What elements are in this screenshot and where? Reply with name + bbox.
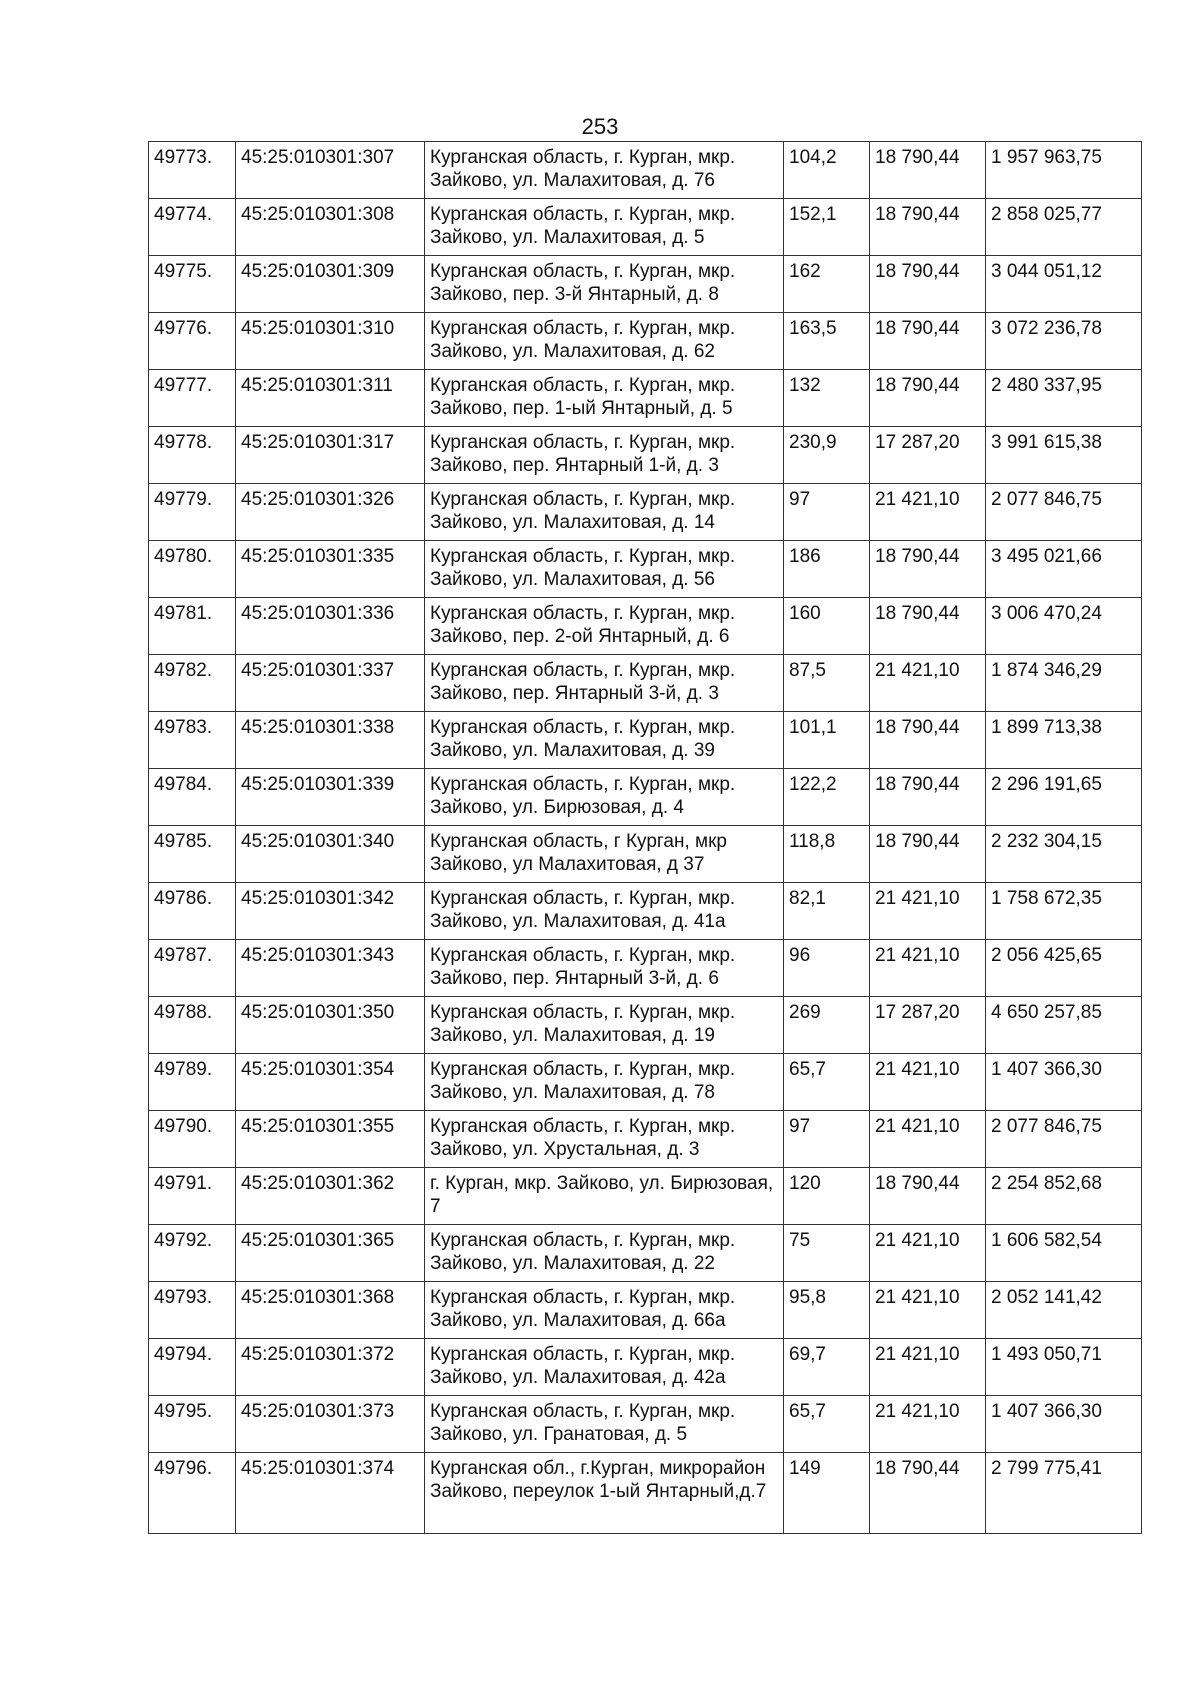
address-cell: Курганская область, г. Курган, мкр. Зайково, ул. Малахитовая, д. 22	[425, 1225, 784, 1282]
cadastral-value-cell: 2 232 304,15	[986, 826, 1142, 883]
address-cell: Курганская область, г. Курган, мкр. Зайково, ул. Малахитовая, д. 56	[425, 541, 784, 598]
cadastral-number-cell: 45:25:010301:372	[236, 1339, 425, 1396]
address-cell: Курганская область, г. Курган, мкр. Зайково, ул. Малахитовая, д. 39	[425, 712, 784, 769]
cadastral-value-cell: 3 495 021,66	[986, 541, 1142, 598]
area-cell: 101,1	[784, 712, 870, 769]
row-number-cell: 49795.	[149, 1396, 236, 1453]
table-row	[149, 598, 1142, 655]
address-cell: Курганская область, г. Курган, мкр. Зайково, ул. Малахитовая, д. 14	[425, 484, 784, 541]
specific-value-cell: 18 790,44	[870, 199, 986, 256]
row-number-cell: 49775.	[149, 256, 236, 313]
row-number-cell: 49791.	[149, 1168, 236, 1225]
cadastral-number-cell: 45:25:010301:374	[236, 1453, 425, 1534]
cadastral-number-cell: 45:25:010301:326	[236, 484, 425, 541]
table-row	[149, 1225, 1142, 1282]
area-cell: 82,1	[784, 883, 870, 940]
cadastral-value-cell: 3 991 615,38	[986, 427, 1142, 484]
row-number-cell: 49774.	[149, 199, 236, 256]
row-number-cell: 49788.	[149, 997, 236, 1054]
area-cell: 160	[784, 598, 870, 655]
specific-value-cell: 17 287,20	[870, 427, 986, 484]
cadastral-value-cell: 1 407 366,30	[986, 1396, 1142, 1453]
table-row	[149, 655, 1142, 712]
area-cell: 186	[784, 541, 870, 598]
specific-value-cell: 21 421,10	[870, 883, 986, 940]
specific-value-cell: 21 421,10	[870, 1111, 986, 1168]
row-number-cell: 49796.	[149, 1453, 236, 1534]
specific-value-cell: 21 421,10	[870, 1282, 986, 1339]
specific-value-cell: 18 790,44	[870, 541, 986, 598]
cadastral-value-cell: 2 799 775,41	[986, 1453, 1142, 1534]
row-number-cell: 49785.	[149, 826, 236, 883]
area-cell: 97	[784, 484, 870, 541]
row-number-cell: 49781.	[149, 598, 236, 655]
table-row	[149, 769, 1142, 826]
cadastral-number-cell: 45:25:010301:309	[236, 256, 425, 313]
specific-value-cell: 18 790,44	[870, 826, 986, 883]
specific-value-cell: 18 790,44	[870, 1453, 986, 1534]
cadastral-number-cell: 45:25:010301:317	[236, 427, 425, 484]
address-cell: Курганская область, г Курган, мкр Зайково, ул Малахитовая, д 37	[425, 826, 784, 883]
specific-value-cell: 21 421,10	[870, 1225, 986, 1282]
cadastral-number-cell: 45:25:010301:336	[236, 598, 425, 655]
cadastral-value-cell: 1 606 582,54	[986, 1225, 1142, 1282]
table-row	[149, 997, 1142, 1054]
area-cell: 97	[784, 1111, 870, 1168]
area-cell: 65,7	[784, 1396, 870, 1453]
table-row	[149, 1111, 1142, 1168]
address-cell: Курганская область, г. Курган, мкр. Зайково, ул. Хрустальная, д. 3	[425, 1111, 784, 1168]
table-row	[149, 1054, 1142, 1111]
table-row	[149, 1396, 1142, 1453]
address-cell: Курганская область, г. Курган, мкр. Зайково, ул. Малахитовая, д. 78	[425, 1054, 784, 1111]
specific-value-cell: 17 287,20	[870, 997, 986, 1054]
table-row	[149, 484, 1142, 541]
address-cell: Курганская область, г. Курган, мкр. Зайково, ул. Малахитовая, д. 41а	[425, 883, 784, 940]
cadastral-value-table	[148, 141, 1142, 1534]
cadastral-number-cell: 45:25:010301:343	[236, 940, 425, 997]
row-number-cell: 49792.	[149, 1225, 236, 1282]
address-cell: Курганская область, г. Курган, мкр. Зайково, ул. Малахитовая, д. 66а	[425, 1282, 784, 1339]
area-cell: 96	[784, 940, 870, 997]
row-number-cell: 49776.	[149, 313, 236, 370]
cadastral-number-cell: 45:25:010301:338	[236, 712, 425, 769]
specific-value-cell: 21 421,10	[870, 940, 986, 997]
cadastral-number-cell: 45:25:010301:308	[236, 199, 425, 256]
table-row	[149, 1453, 1142, 1534]
address-cell: Курганская область, г. Курган, мкр. Зайково, пер. 3-й Янтарный, д. 8	[425, 256, 784, 313]
cadastral-number-cell: 45:25:010301:362	[236, 1168, 425, 1225]
table-row	[149, 883, 1142, 940]
address-cell: Курганская область, г. Курган, мкр. Зайково, пер. Янтарный 3-й, д. 3	[425, 655, 784, 712]
cadastral-value-cell: 2 858 025,77	[986, 199, 1142, 256]
cadastral-value-cell: 2 077 846,75	[986, 1111, 1142, 1168]
cadastral-number-cell: 45:25:010301:342	[236, 883, 425, 940]
table-body	[149, 142, 1142, 1534]
cadastral-number-cell: 45:25:010301:335	[236, 541, 425, 598]
cadastral-number-cell: 45:25:010301:365	[236, 1225, 425, 1282]
specific-value-cell: 21 421,10	[870, 1396, 986, 1453]
area-cell: 132	[784, 370, 870, 427]
address-cell: Курганская область, г. Курган, мкр. Зайково, ул. Гранатовая, д. 5	[425, 1396, 784, 1453]
address-cell: Курганская область, г. Курган, мкр. Зайково, ул. Малахитовая, д. 76	[425, 142, 784, 199]
row-number-cell: 49794.	[149, 1339, 236, 1396]
specific-value-cell: 18 790,44	[870, 769, 986, 826]
specific-value-cell: 18 790,44	[870, 142, 986, 199]
cadastral-value-cell: 2 254 852,68	[986, 1168, 1142, 1225]
table-row	[149, 1282, 1142, 1339]
area-cell: 87,5	[784, 655, 870, 712]
cadastral-value-cell: 1 874 346,29	[986, 655, 1142, 712]
specific-value-cell: 18 790,44	[870, 313, 986, 370]
table-row	[149, 370, 1142, 427]
specific-value-cell: 21 421,10	[870, 484, 986, 541]
address-cell: Курганская обл., г.Курган, микрорайон Зайково, переулок 1-ый Янтарный,д.7	[425, 1453, 784, 1534]
cadastral-value-cell: 3 072 236,78	[986, 313, 1142, 370]
row-number-cell: 49787.	[149, 940, 236, 997]
row-number-cell: 49793.	[149, 1282, 236, 1339]
address-cell: Курганская область, г. Курган, мкр. Зайково, пер. Янтарный 3-й, д. 6	[425, 940, 784, 997]
cadastral-value-cell: 1 957 963,75	[986, 142, 1142, 199]
specific-value-cell: 18 790,44	[870, 256, 986, 313]
address-cell: Курганская область, г. Курган, мкр. Зайково, ул. Бирюзовая, д. 4	[425, 769, 784, 826]
address-cell: Курганская область, г. Курган, мкр. Зайково, ул. Малахитовая, д. 5	[425, 199, 784, 256]
row-number-cell: 49786.	[149, 883, 236, 940]
specific-value-cell: 18 790,44	[870, 598, 986, 655]
area-cell: 75	[784, 1225, 870, 1282]
page-number: 253	[581, 114, 619, 139]
cadastral-number-cell: 45:25:010301:307	[236, 142, 425, 199]
table-row	[149, 1339, 1142, 1396]
address-cell: Курганская область, г. Курган, мкр. Зайково, пер. 1-ый Янтарный, д. 5	[425, 370, 784, 427]
cadastral-number-cell: 45:25:010301:350	[236, 997, 425, 1054]
row-number-cell: 49777.	[149, 370, 236, 427]
cadastral-number-cell: 45:25:010301:354	[236, 1054, 425, 1111]
address-cell: Курганская область, г. Курган, мкр. Зайково, ул. Малахитовая, д. 42а	[425, 1339, 784, 1396]
table-row	[149, 712, 1142, 769]
row-number-cell: 49789.	[149, 1054, 236, 1111]
table-row	[149, 142, 1142, 199]
row-number-cell: 49784.	[149, 769, 236, 826]
address-cell: Курганская область, г. Курган, мкр. Зайково, ул. Малахитовая, д. 19	[425, 997, 784, 1054]
table-row	[149, 256, 1142, 313]
cadastral-number-cell: 45:25:010301:339	[236, 769, 425, 826]
specific-value-cell: 18 790,44	[870, 370, 986, 427]
cadastral-value-cell: 2 056 425,65	[986, 940, 1142, 997]
table-row	[149, 826, 1142, 883]
table-row	[149, 427, 1142, 484]
area-cell: 122,2	[784, 769, 870, 826]
cadastral-value-cell: 3 044 051,12	[986, 256, 1142, 313]
table-row	[149, 1168, 1142, 1225]
area-cell: 69,7	[784, 1339, 870, 1396]
area-cell: 120	[784, 1168, 870, 1225]
cadastral-number-cell: 45:25:010301:340	[236, 826, 425, 883]
area-cell: 152,1	[784, 199, 870, 256]
area-cell: 162	[784, 256, 870, 313]
cadastral-value-cell: 4 650 257,85	[986, 997, 1142, 1054]
cadastral-value-cell: 2 480 337,95	[986, 370, 1142, 427]
row-number-cell: 49790.	[149, 1111, 236, 1168]
row-number-cell: 49773.	[149, 142, 236, 199]
cadastral-value-cell: 1 899 713,38	[986, 712, 1142, 769]
cadastral-value-cell: 3 006 470,24	[986, 598, 1142, 655]
row-number-cell: 49782.	[149, 655, 236, 712]
cadastral-number-cell: 45:25:010301:373	[236, 1396, 425, 1453]
area-cell: 163,5	[784, 313, 870, 370]
cadastral-value-cell: 2 077 846,75	[986, 484, 1142, 541]
cadastral-value-cell: 1 407 366,30	[986, 1054, 1142, 1111]
cadastral-value-cell: 1 493 050,71	[986, 1339, 1142, 1396]
cadastral-value-cell: 1 758 672,35	[986, 883, 1142, 940]
cadastral-number-cell: 45:25:010301:310	[236, 313, 425, 370]
address-cell: Курганская область, г. Курган, мкр. Зайково, ул. Малахитовая, д. 62	[425, 313, 784, 370]
address-cell: Курганская область, г. Курган, мкр. Зайково, пер. Янтарный 1-й, д. 3	[425, 427, 784, 484]
cadastral-value-cell: 2 296 191,65	[986, 769, 1142, 826]
table-row	[149, 199, 1142, 256]
specific-value-cell: 21 421,10	[870, 1339, 986, 1396]
area-cell: 65,7	[784, 1054, 870, 1111]
specific-value-cell: 18 790,44	[870, 712, 986, 769]
cadastral-number-cell: 45:25:010301:368	[236, 1282, 425, 1339]
cadastral-number-cell: 45:25:010301:337	[236, 655, 425, 712]
table-row	[149, 541, 1142, 598]
row-number-cell: 49778.	[149, 427, 236, 484]
area-cell: 269	[784, 997, 870, 1054]
table-row	[149, 313, 1142, 370]
row-number-cell: 49779.	[149, 484, 236, 541]
specific-value-cell: 18 790,44	[870, 1168, 986, 1225]
area-cell: 118,8	[784, 826, 870, 883]
row-number-cell: 49780.	[149, 541, 236, 598]
specific-value-cell: 21 421,10	[870, 1054, 986, 1111]
row-number-cell: 49783.	[149, 712, 236, 769]
specific-value-cell: 21 421,10	[870, 655, 986, 712]
area-cell: 149	[784, 1453, 870, 1534]
table-row	[149, 940, 1142, 997]
cadastral-value-cell: 2 052 141,42	[986, 1282, 1142, 1339]
area-cell: 95,8	[784, 1282, 870, 1339]
address-cell: г. Курган, мкр. Зайково, ул. Бирюзовая, 7	[425, 1168, 784, 1225]
area-cell: 104,2	[784, 142, 870, 199]
area-cell: 230,9	[784, 427, 870, 484]
cadastral-number-cell: 45:25:010301:311	[236, 370, 425, 427]
address-cell: Курганская область, г. Курган, мкр. Зайково, пер. 2-ой Янтарный, д. 6	[425, 598, 784, 655]
cadastral-number-cell: 45:25:010301:355	[236, 1111, 425, 1168]
